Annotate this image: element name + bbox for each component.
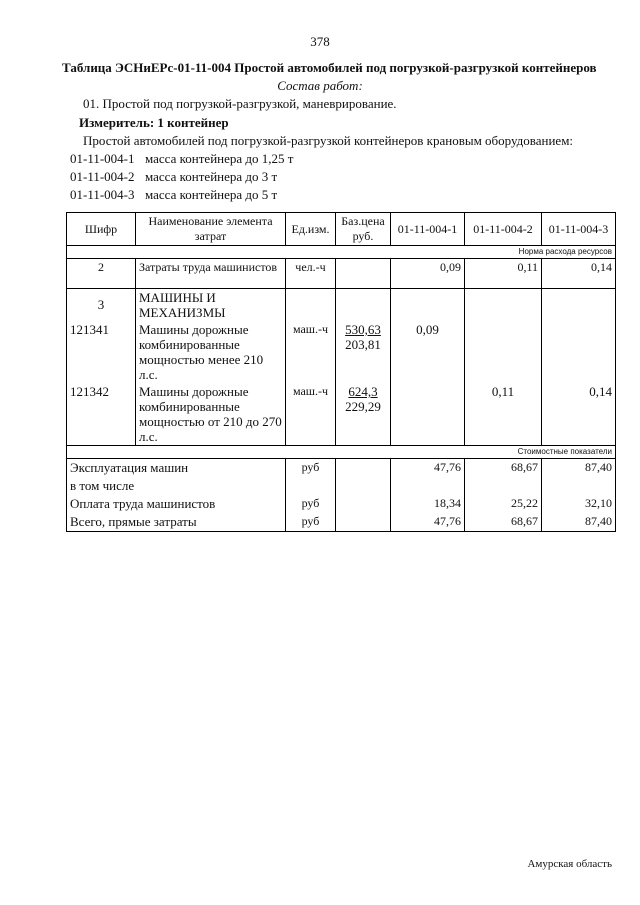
variant-code: 01-11-004-1	[70, 151, 135, 166]
resource-norms-table	[66, 212, 616, 532]
cell-v1: 47,76	[391, 459, 465, 478]
work-composition-heading: Состав работ:	[277, 78, 363, 93]
section-norms-row	[67, 246, 616, 259]
variant-text: масса контейнера до 3 т	[145, 169, 278, 184]
header-variant-2: 01-11-004-2	[465, 213, 542, 246]
cell-price	[336, 459, 391, 478]
cell-v3	[542, 289, 616, 322]
cell-unit: руб	[286, 513, 336, 532]
table-title: Таблица ЭСНиЕРс-01-11-004 Простой автомобилей под погрузкой-разгрузкой контейнеров	[62, 60, 597, 75]
cell-v1: 47,76	[391, 513, 465, 532]
header-variant-1: 01-11-004-1	[391, 213, 465, 246]
cell-price	[336, 513, 391, 532]
variant-code: 01-11-004-2	[70, 169, 135, 184]
cell-unit: руб	[286, 459, 336, 478]
cell-v2	[465, 289, 542, 322]
cell-price	[336, 383, 391, 446]
section-costs-row	[67, 446, 616, 459]
cell-v2	[465, 321, 542, 383]
machine-row	[67, 321, 616, 383]
cell-name: Машины дорожные комбинированные мощностью от 210 до 270 л.с.	[136, 383, 286, 446]
variant-text: масса контейнера до 5 т	[145, 187, 278, 202]
cell-v1: 0,09	[391, 259, 465, 289]
table-header-row	[67, 213, 616, 246]
cell-v3: 0,14	[542, 383, 616, 446]
cell-unit: маш.-ч	[286, 383, 336, 446]
cell-code: 2	[67, 259, 136, 289]
header-variant-3: 01-11-004-3	[542, 213, 616, 246]
cell-v3: 87,40	[542, 513, 616, 532]
cell-unit: руб	[286, 495, 336, 513]
cell-v1: 0,09	[391, 321, 465, 383]
machine-row	[67, 383, 616, 446]
work-description: Простой автомобилей под погрузкой-разгрузкой контейнеров крановым оборудованием:	[83, 133, 574, 148]
price-bottom: 229,29	[345, 399, 381, 414]
cell-name: Затраты труда машинистов	[136, 259, 286, 289]
variant-line	[70, 187, 277, 203]
cell-unit: маш.-ч	[286, 321, 336, 383]
header-price: Баз.цена руб.	[336, 213, 391, 246]
machines-header-row	[67, 289, 616, 322]
cell-v1	[391, 477, 465, 495]
cell-price	[336, 321, 391, 383]
cell-price	[336, 477, 391, 495]
header-unit: Ед.изм.	[286, 213, 336, 246]
header-code: Шифр	[67, 213, 136, 246]
cost-row	[67, 513, 616, 532]
cell-code: 121341	[67, 321, 136, 383]
cell-unit	[286, 477, 336, 495]
cell-code: 121342	[67, 383, 136, 446]
cell-v1	[391, 383, 465, 446]
variant-code: 01-11-004-3	[70, 187, 135, 202]
cell-v3: 87,40	[542, 459, 616, 478]
variant-line	[70, 169, 277, 185]
page-number: 378	[310, 34, 330, 49]
section-norms-label: Норма расхода ресурсов	[67, 246, 616, 259]
cell-name: Машины дорожные комбинированные мощностью менее 210 л.с.	[136, 321, 286, 383]
work-item: 01. Простой под погрузкой-разгрузкой, маневрирование.	[83, 96, 397, 111]
cell-unit: чел.-ч	[286, 259, 336, 289]
cell-v2: 25,22	[465, 495, 542, 513]
cell-v2: 0,11	[465, 383, 542, 446]
cell-v2: 68,67	[465, 513, 542, 532]
cell-v3	[542, 321, 616, 383]
cell-name: МАШИНЫ И МЕХАНИЗМЫ	[136, 289, 286, 322]
cell-price	[336, 289, 391, 322]
cell-v2: 0,11	[465, 259, 542, 289]
labor-row	[67, 259, 616, 289]
cell-name: Эксплуатация машин	[67, 459, 286, 478]
cell-code: 3	[67, 289, 136, 322]
cost-row	[67, 477, 616, 495]
region-footer: Амурская область	[527, 858, 612, 870]
cell-price	[336, 259, 391, 289]
header-name: Наименование элемента затрат	[136, 213, 286, 246]
price-bottom: 203,81	[345, 337, 381, 352]
cell-v3: 0,14	[542, 259, 616, 289]
cell-unit	[286, 289, 336, 322]
price-top: 624,3	[348, 384, 378, 399]
section-costs-label: Стоимостные показатели	[67, 446, 616, 459]
cost-row	[67, 459, 616, 478]
price-top: 530,63	[345, 322, 381, 337]
cell-v3	[542, 477, 616, 495]
cell-name: Всего, прямые затраты	[67, 513, 286, 532]
cell-name: Оплата труда машинистов	[67, 495, 286, 513]
cost-row	[67, 495, 616, 513]
cell-v1: 18,34	[391, 495, 465, 513]
cell-name: в том числе	[67, 477, 286, 495]
cell-price	[336, 495, 391, 513]
variant-text: масса контейнера до 1,25 т	[145, 151, 294, 166]
measure-unit: Измеритель: 1 контейнер	[79, 115, 229, 130]
cell-v1	[391, 289, 465, 322]
cell-v2: 68,67	[465, 459, 542, 478]
cell-v3: 32,10	[542, 495, 616, 513]
cell-v2	[465, 477, 542, 495]
variant-line	[70, 151, 293, 167]
